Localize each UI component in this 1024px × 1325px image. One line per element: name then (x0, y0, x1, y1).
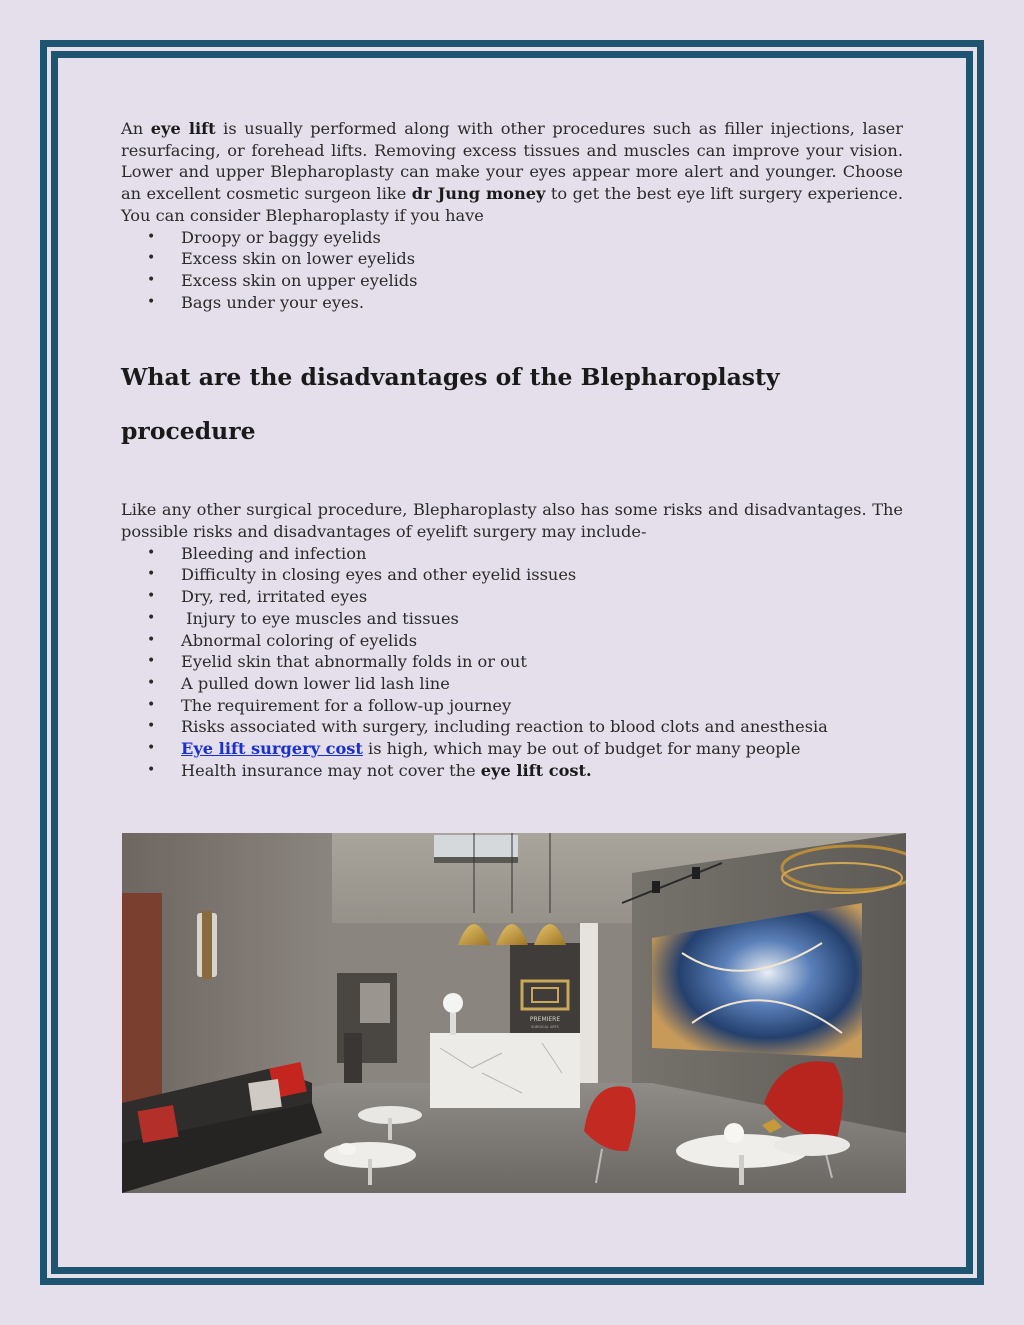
section-heading (121, 350, 903, 458)
intro-text-2: is usually performed along with other procedures such as filler injections, laser resurfacing, or forehead lifts. Removing excess tissues and muscles can improve your vision. Lower and upper Blepharoplasty can make your eyes appear more alert and younger. Choose an excellent cosmetic surgeon like (121, 119, 903, 204)
list-item: • Injury to eye muscles and tissues (121, 608, 903, 630)
list-item: • The requirement for a follow-up journey (121, 695, 903, 717)
list-item: • Bags under your eyes. (121, 292, 903, 314)
list-item: • Excess skin on upper eyelids (121, 270, 903, 292)
list-item: • Dry, red, irritated eyes (121, 586, 903, 608)
list-item: • Droopy or baggy eyelids (121, 227, 903, 249)
list-item: • Difficulty in closing eyes and other eyelid issues (121, 564, 903, 586)
clinic-lobby-photo (122, 833, 906, 1193)
logo-line-1: PREMIERE (529, 1016, 561, 1023)
intro-bold-surgeon: dr Jung money (411, 184, 546, 204)
photo-scene (122, 833, 906, 1193)
logo-line-2: SURGICAL ARTS (531, 1025, 559, 1029)
intro-paragraph (121, 118, 903, 227)
list-item: • Bleeding and infection (121, 543, 903, 565)
heading-line-1: What are the disadvantages of the Blepharoplasty (121, 363, 780, 392)
risks-intro-paragraph: Like any other surgical procedure, Blepharoplasty also has some risks and disadvantages. The possible risks and disadvantages of eyelift surgery may include- (121, 500, 903, 542)
list-item-cost (121, 738, 903, 760)
list-item: • Eyelid skin that abnormally folds in or out (121, 651, 903, 673)
insurance-item-bold: eye lift cost. (480, 760, 592, 780)
insurance-item-text: Health insurance may not cover the (181, 760, 481, 780)
list-item-insurance (121, 760, 903, 782)
risks-list (121, 543, 903, 782)
list-item: • A pulled down lower lid lash line (121, 673, 903, 695)
document-body (121, 118, 903, 781)
cost-item-text: is high, which may be out of budget for many people (362, 739, 801, 759)
heading-line-2: procedure (121, 417, 256, 446)
symptoms-list (121, 227, 903, 314)
intro-text-1: An (121, 119, 151, 138)
list-item: • Excess skin on lower eyelids (121, 248, 903, 270)
list-item: • Risks associated with surgery, including reaction to blood clots and anesthesia (121, 716, 903, 738)
list-item: • Abnormal coloring of eyelids (121, 630, 903, 652)
eye-lift-surgery-cost-link[interactable]: Eye lift surgery cost (181, 739, 363, 759)
intro-bold-eye-lift: eye lift (150, 119, 216, 138)
intro-text-3: to get the best eye lift surgery experience. You can consider Blepharoplasty if you have (121, 184, 903, 225)
